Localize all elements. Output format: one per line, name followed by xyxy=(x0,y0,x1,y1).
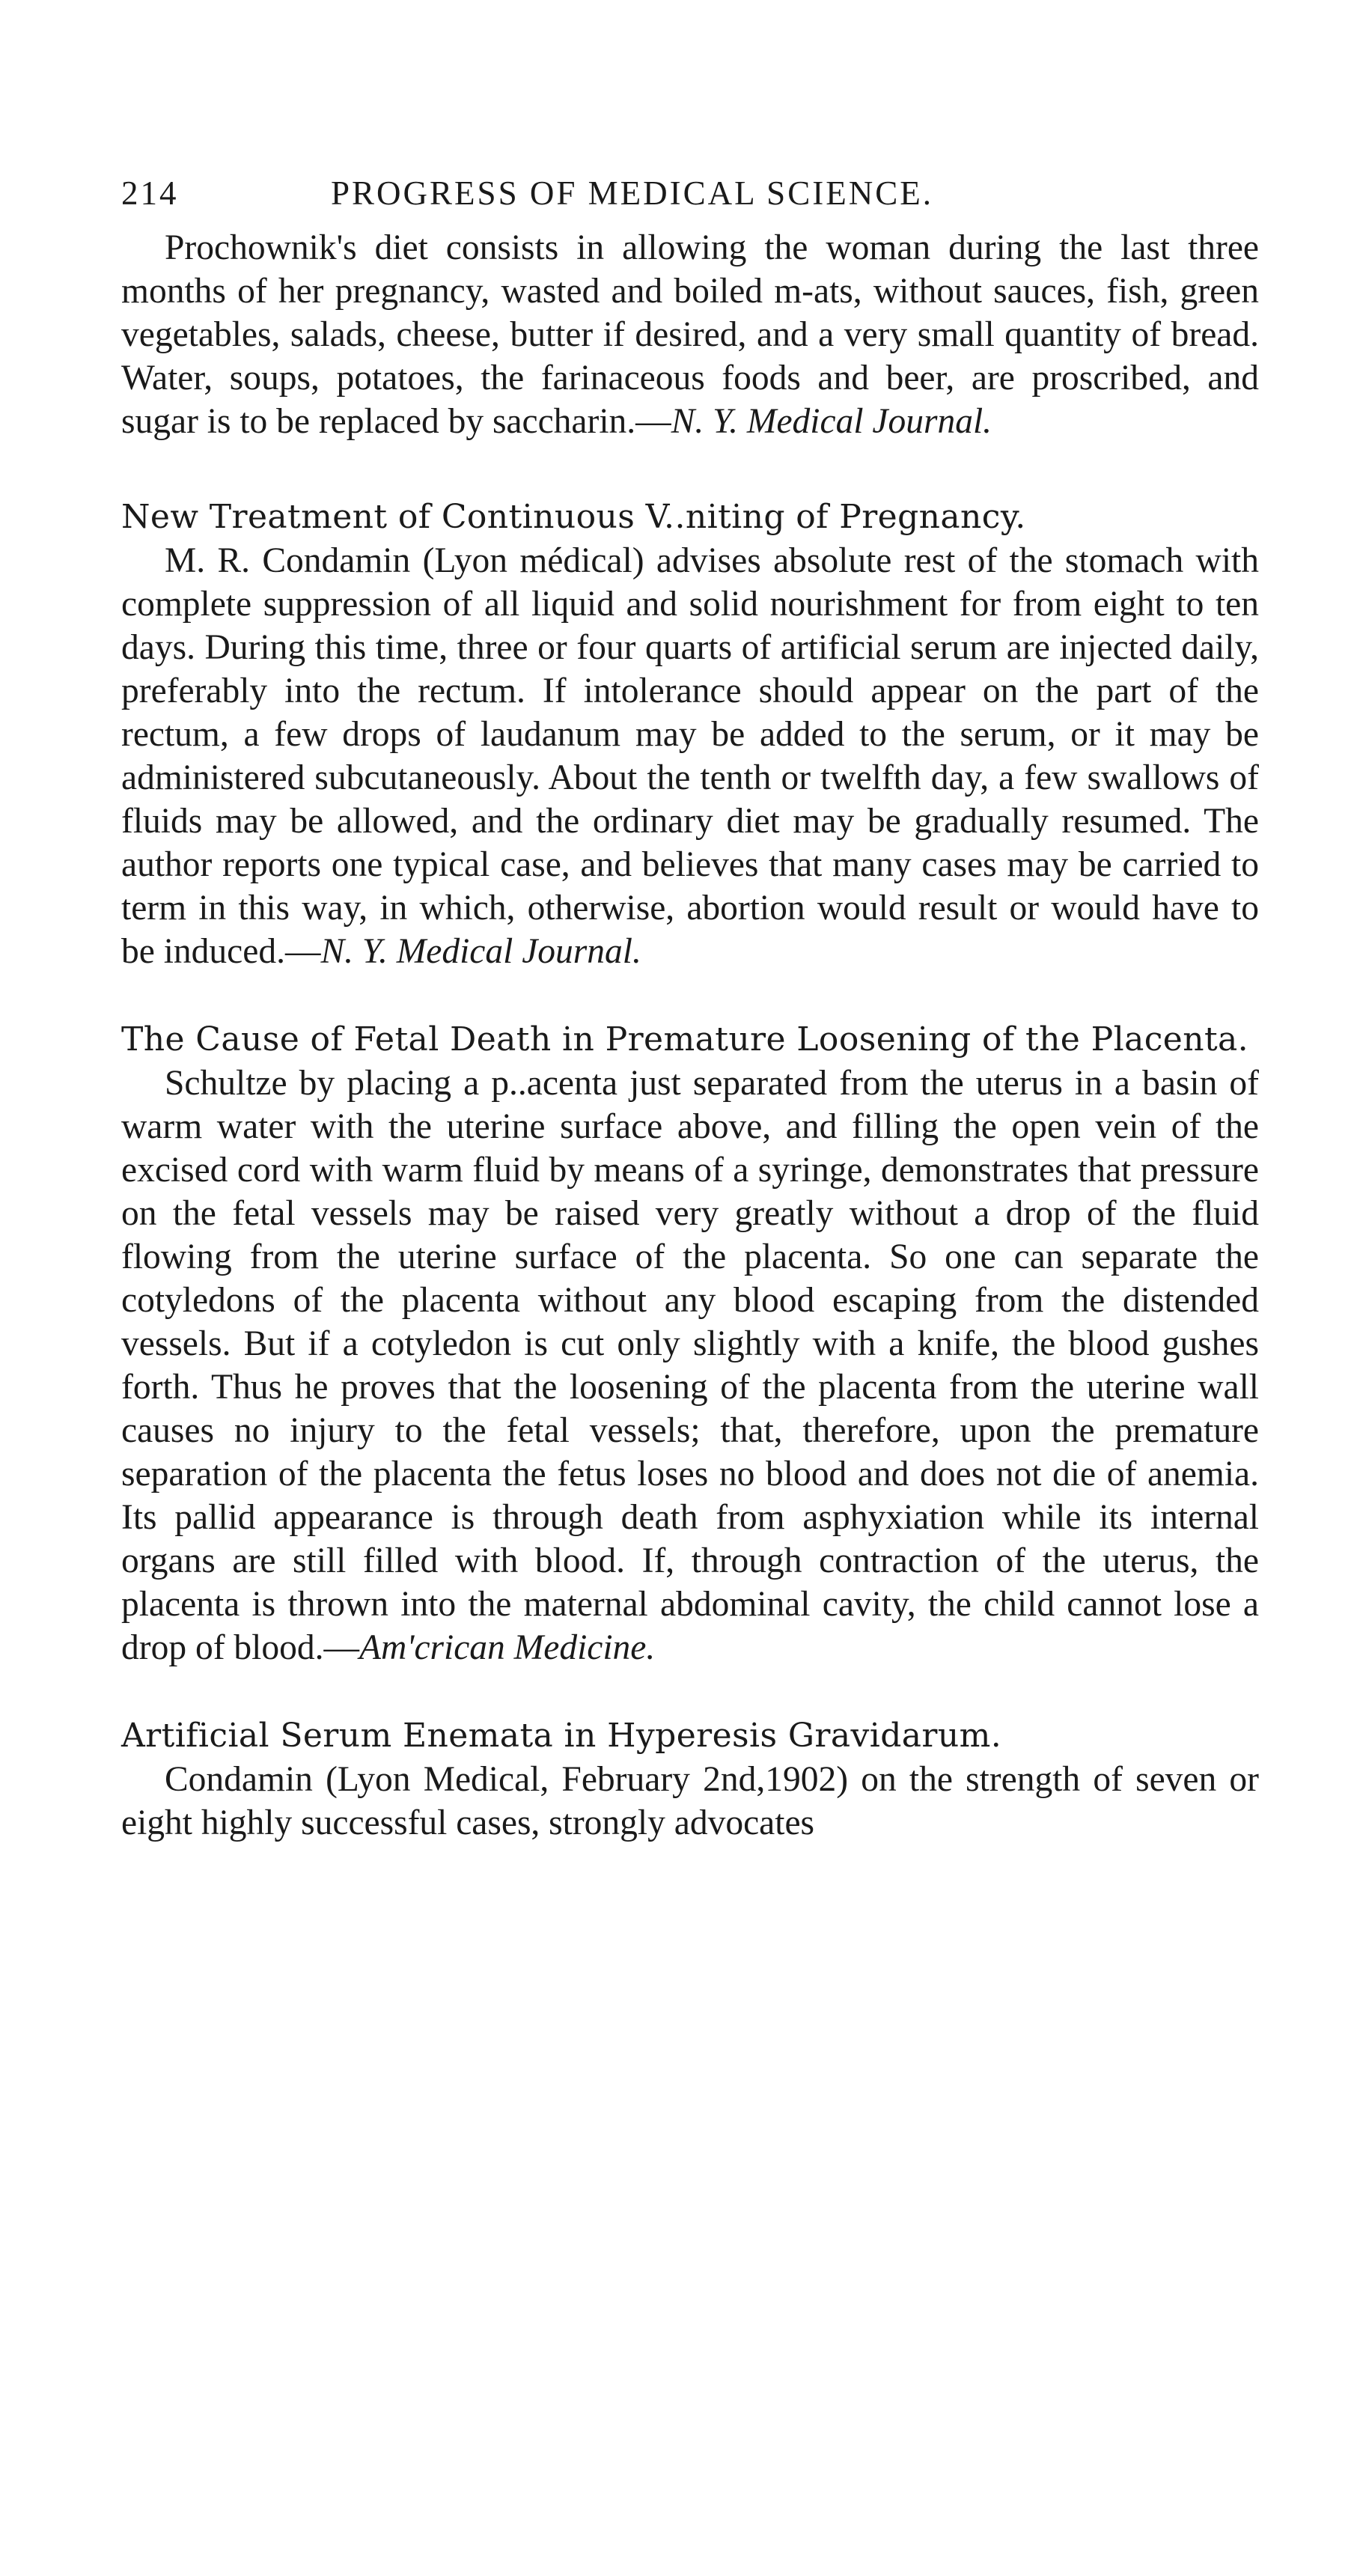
page-content xyxy=(121,174,1259,1855)
citation: Am'crican Medicine. xyxy=(359,1628,656,1667)
paragraph-text: Prochownik's diet consists in allowing the woman during the last three months of her pregnancy, wasted and boiled m-ats, without sauces, fish, green vegetables, salads, cheese, butter if desired, and a very small quantity of bread. Water, soups, potatoes, the farinaceous foods and beer, are proscribed, and sugar is to be replaced by saccharin.— xyxy=(121,228,1259,441)
paragraph-text: Schultze by placing a p..acenta just separated from the uterus in a basin of warm water with the uterine surface above, and filling the open vein of the excised cord with warm fluid by means of a syringe, demonstrates that pressure on the fetal vessels may be raised very greatly without a drop of the fluid flowing from the uterine surface of the placenta. So one can separate the cotyledons of the placenta without any blood escaping from the distended vessels. But if a cotyledon is cut only slightly with a knife, the blood gushes forth. Thus he proves that the loosening of the placenta from the uterine wall causes no injury to the fetal vessels; that, therefore, upon the premature separation of the placenta the fetus loses no blood and does not die of anemia. Its pallid appearance is through death from asphyxiation while its internal organs are still filled with blood. If, through contraction of the uterus, the placenta is thrown into the maternal abdominal cavity, the child cannot lose a drop of blood.— xyxy=(121,1064,1259,1667)
paragraph-fetal-death xyxy=(121,1062,1259,1669)
paragraph-serum-enemata xyxy=(121,1758,1259,1845)
page-number: 214 xyxy=(121,174,179,212)
paragraph-prochownik-diet xyxy=(121,226,1259,443)
section-heading: Artificial Serum Enemata in Hyperesis Gravidarum. xyxy=(121,1717,1002,1755)
section-heading: The Cause of Fetal Death in Premature Loosening of the Placenta. xyxy=(121,1020,1249,1059)
section-fetal-death xyxy=(121,1018,1259,1669)
citation: N. Y. Medical Journal. xyxy=(671,402,992,441)
paragraph-text: M. R. Condamin (Lyon médical) advises absolute rest of the stomach with complete suppression of all liquid and solid nourishment for from eight to ten days. During this time, three or four quarts of artificial serum are injected daily, preferably into the rectum. If intolerance should appear on the part of the rectum, a few drops of laudanum may be added to the serum, or it may be administered subcutaneously. About the tenth or twelfth day, a few swallows of fluids may be allowed, and the ordinary diet may be gradually resumed. The author reports one typical case, and believes that many cases may be carried to term in this way, in which, otherwise, abortion would result or would have to be induced.— xyxy=(121,541,1259,971)
citation: N. Y. Medical Journal. xyxy=(320,932,641,971)
running-title: PROGRESS OF MEDICAL SCIENCE. xyxy=(331,174,933,212)
paragraph-vomiting-treatment xyxy=(121,539,1259,973)
section-serum-enemata xyxy=(121,1714,1259,1845)
section-vomiting-treatment xyxy=(121,496,1259,973)
section-prochownik-diet xyxy=(121,226,1259,443)
paragraph-text: Condamin (Lyon Medical, February 2nd,1902) on the strength of seven or eight highly successful cases, strongly advocates xyxy=(121,1760,1259,1842)
section-heading: New Treatment of Continuous V..niting of Pregnancy. xyxy=(121,498,1026,536)
running-head xyxy=(121,174,1259,226)
